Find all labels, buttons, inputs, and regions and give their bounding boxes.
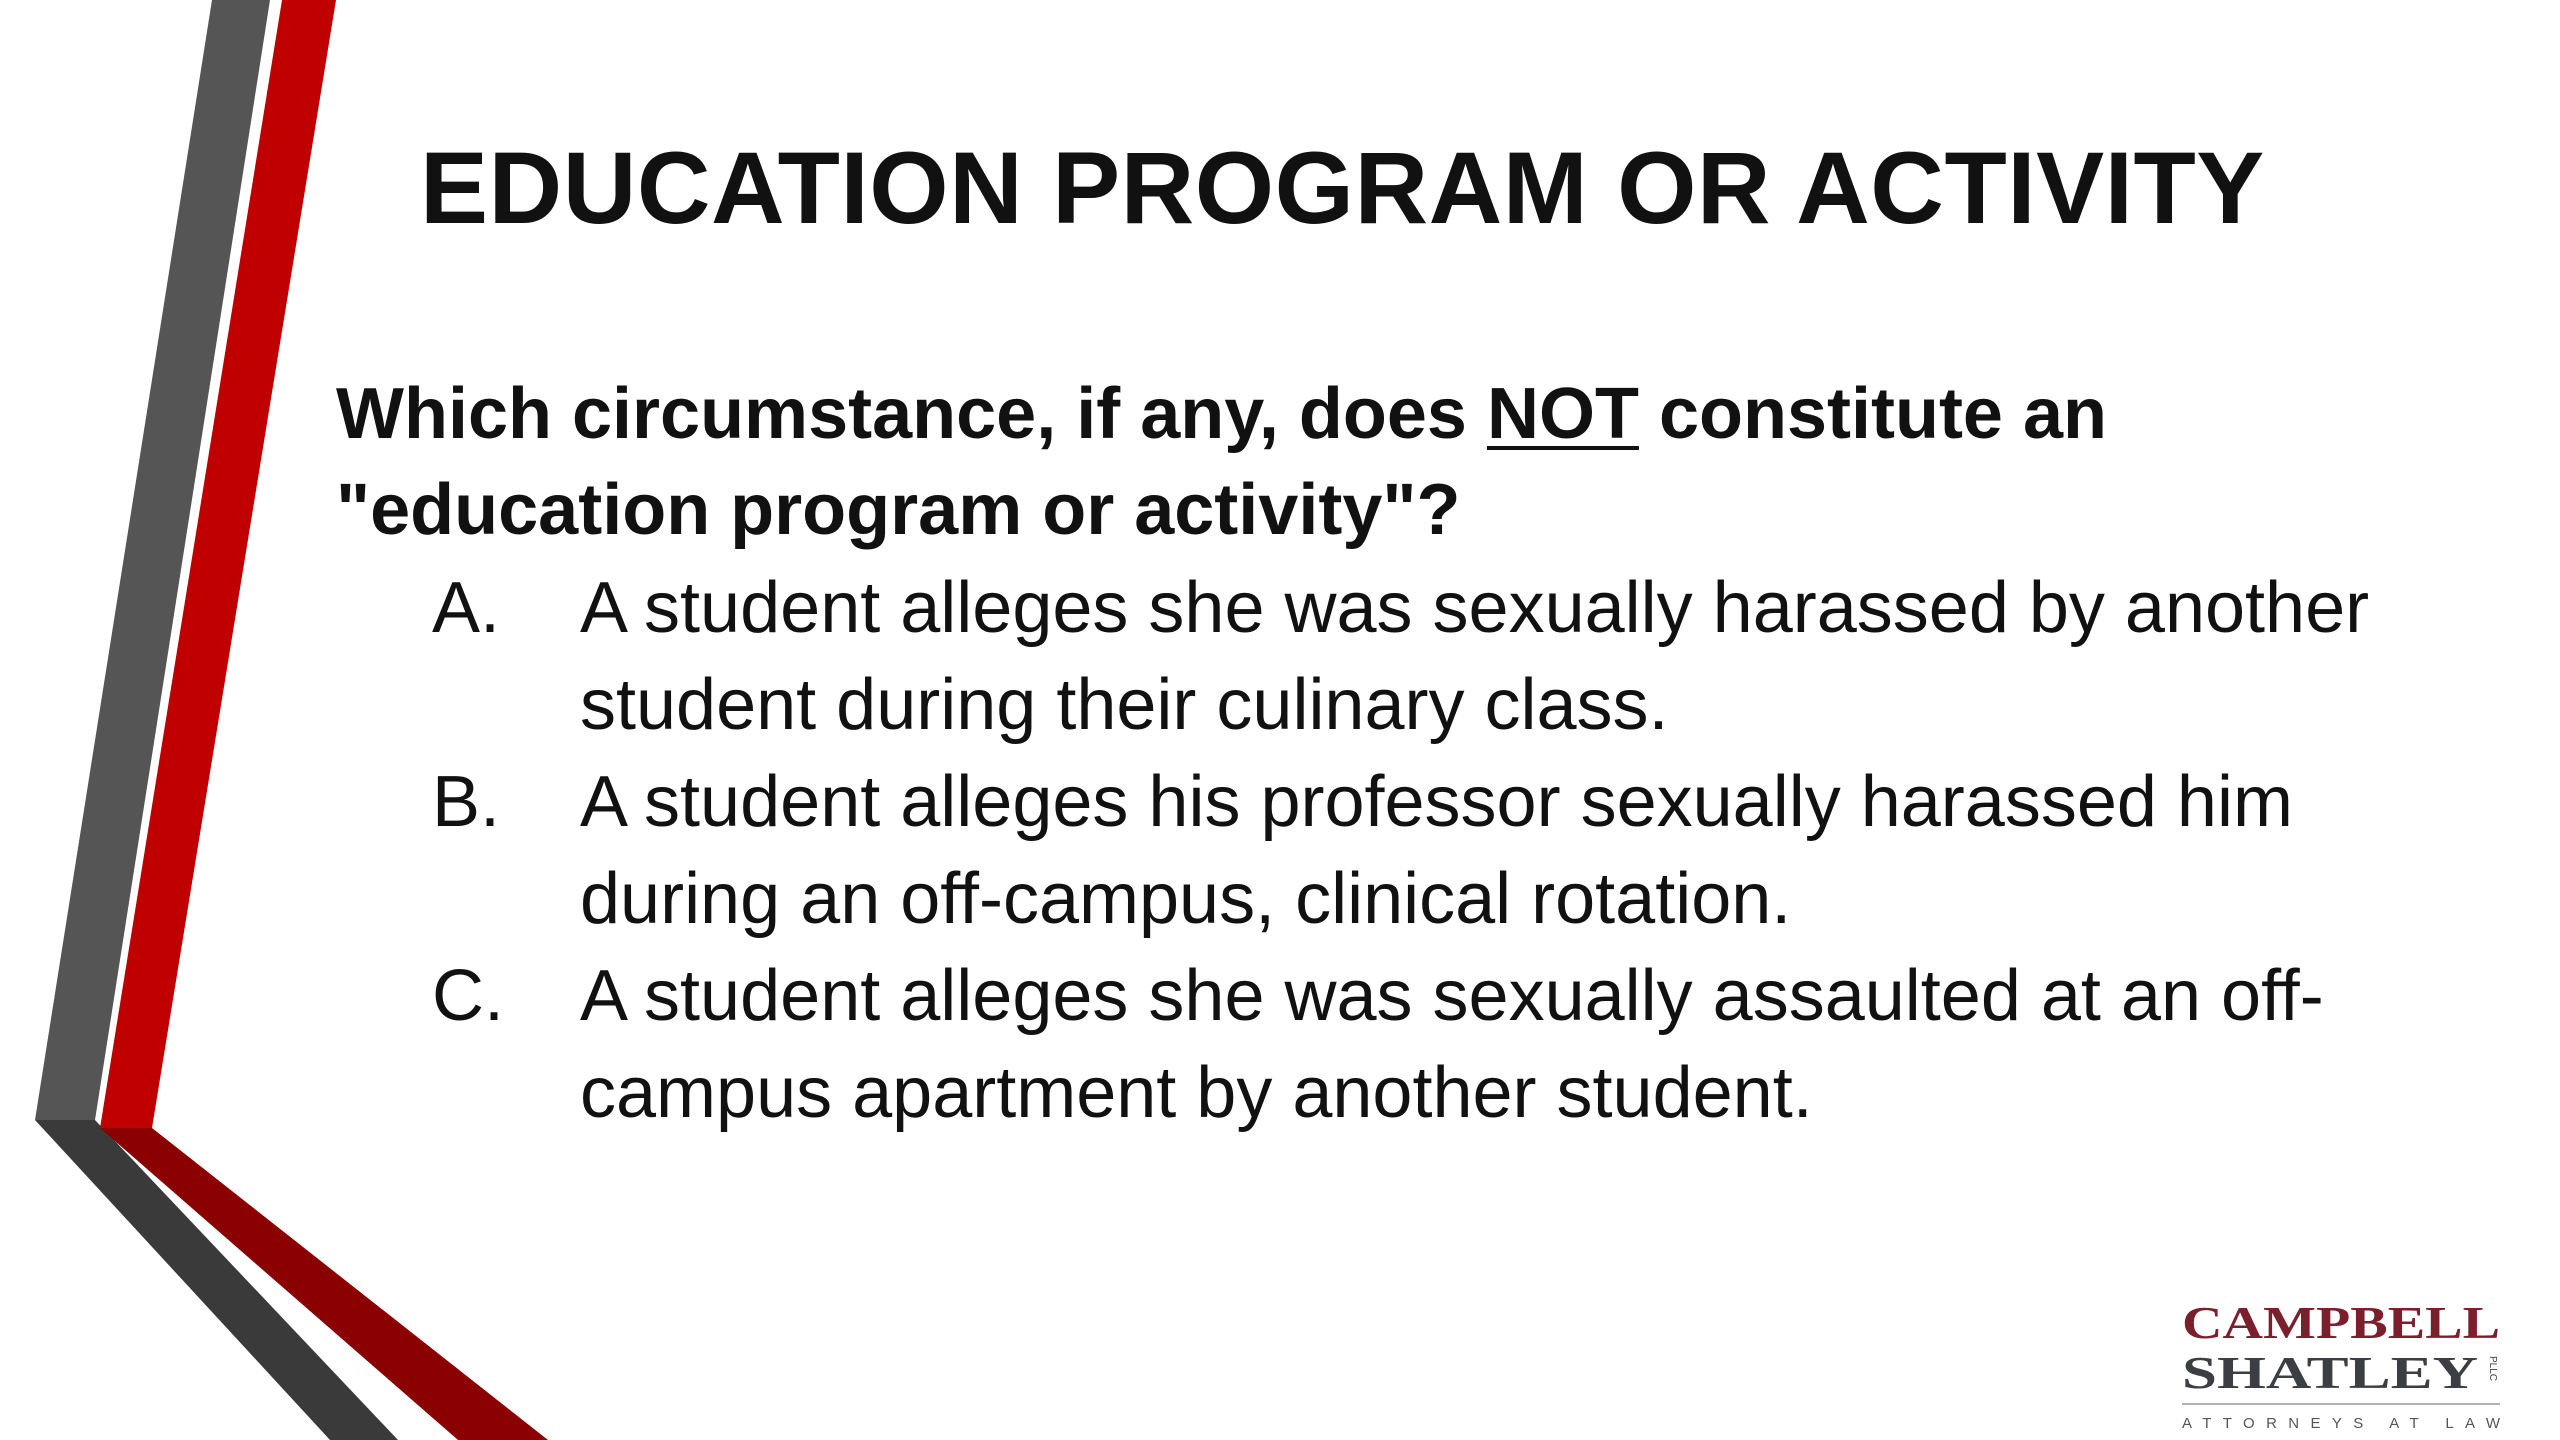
- logo-line-1: CAMPBELL: [2182, 1297, 2500, 1348]
- logo-tagline: ATTORNEYS AT LAW: [2182, 1415, 2500, 1432]
- option-c: [432, 948, 2432, 1142]
- option-a: [432, 560, 2432, 754]
- option-text: A student alleges she was sexually harassed by another student during their culinary class.: [580, 568, 2370, 745]
- option-letter: A.: [432, 568, 501, 648]
- option-text: A student alleges she was sexually assaulted at an off-campus apartment by another student.: [580, 956, 2324, 1133]
- slide-title: EDUCATION PROGRAM OR ACTIVITY: [420, 131, 2265, 245]
- option-letter: B.: [432, 762, 501, 842]
- logo-suffix: PLLC: [2487, 1356, 2498, 1382]
- answer-options: [432, 560, 2432, 1142]
- firm-logo: [2180, 1296, 2520, 1436]
- question-prefix: Which circumstance, if any, does: [336, 374, 1487, 454]
- option-letter: C.: [432, 956, 504, 1036]
- question-text: [336, 366, 2396, 558]
- option-text: A student alleges his professor sexually harassed him during an off-campus, clinical rotation.: [580, 762, 2293, 939]
- question-suffix: constitute an "education program or activity"?: [336, 374, 2108, 550]
- question-emphasis: NOT: [1486, 374, 1639, 454]
- option-b: [432, 754, 2432, 948]
- logo-line-2: SHATLEY: [2182, 1347, 2478, 1398]
